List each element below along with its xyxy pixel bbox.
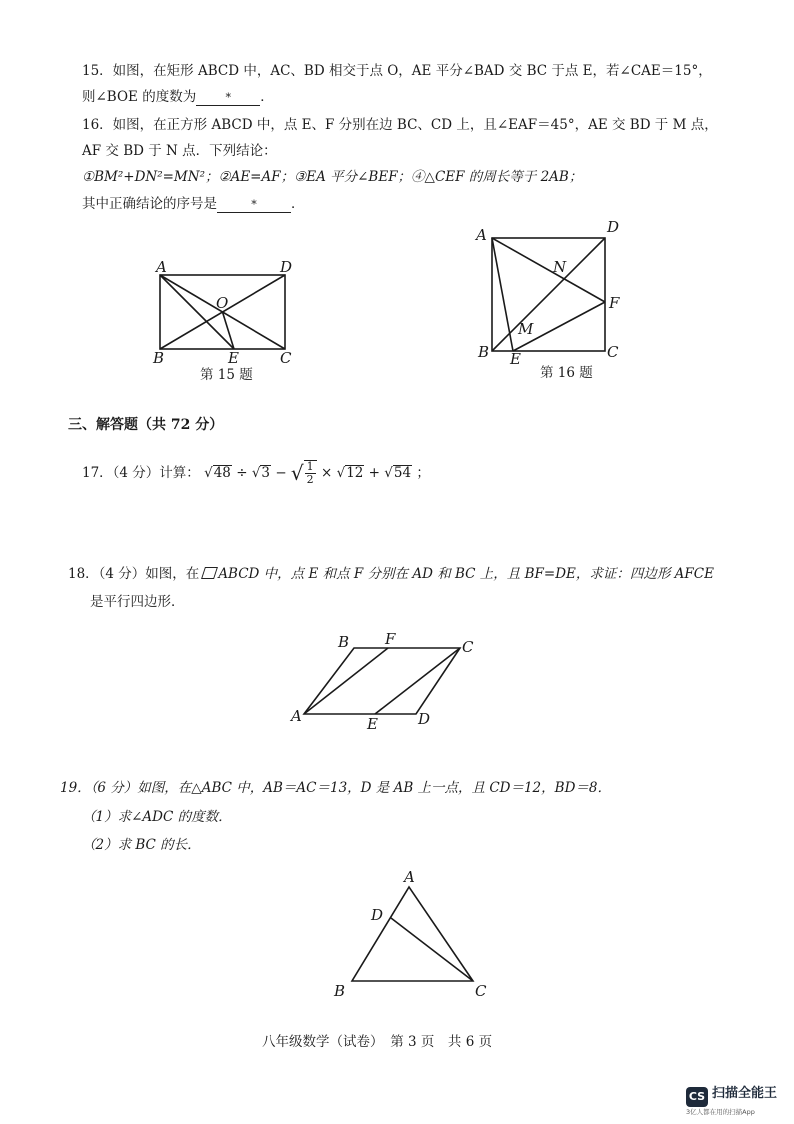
fig16-label-c: C: [607, 343, 619, 361]
camscanner-logo-icon: CS: [686, 1087, 708, 1107]
q17-radicand-3: 3: [261, 465, 271, 481]
figure-19: [325, 862, 500, 1007]
q18-body: ABCD 中，点 E 和点 F 分别在 AD 和 BC 上，且 BF=DE，求证：四边形 AFCE: [218, 566, 714, 582]
q16-line4-suffix: ．: [291, 196, 305, 212]
q15-line2-suffix: ．: [260, 89, 274, 105]
q17-radicand-12: 12: [346, 465, 364, 481]
q15-line1: 15．如图，在矩形 ABCD 中，AC、BD 相交于点 O，AE 平分∠BAD 交 BC 于点 E，若∠CAE＝15°，: [82, 63, 712, 79]
figure-18: [288, 628, 488, 738]
fig16-label-f: F: [609, 294, 620, 312]
fig16-label-m: M: [518, 320, 534, 338]
fig18-label-d: D: [418, 710, 431, 728]
camscanner-name: 扫描全能王: [712, 1086, 778, 1101]
q16-line2: AF 交 BD 于 N 点．下列结论：: [82, 143, 277, 159]
fig18-label-a: A: [291, 707, 302, 725]
fig16-diagonal-bd: [492, 238, 605, 351]
fig15-caption: 第 15 题: [200, 367, 253, 383]
q16-line4-prefix: 其中正确结论的序号是: [82, 196, 217, 212]
q15-answer-blank[interactable]: *: [196, 91, 260, 106]
fig18-parallelogram: [304, 648, 460, 714]
figure-15: [145, 255, 305, 370]
q17-prefix: 17．（4 分）计算：: [82, 465, 200, 481]
q17-minus-sign: −: [275, 465, 287, 481]
q15-line2-prefix: 则∠BOE 的度数为: [82, 89, 197, 105]
fig18-label-c: C: [462, 638, 474, 656]
fig18-segment-ec: [375, 648, 460, 714]
fig15-label-b: B: [153, 349, 165, 367]
q19-sub1: （1）求∠ADC 的度数．: [82, 809, 232, 825]
parallelogram-icon: [201, 567, 218, 579]
fig19-label-c: C: [475, 982, 487, 1000]
fig16-caption: 第 16 题: [540, 365, 593, 381]
q17-div-sign: ÷: [236, 465, 248, 481]
fig15-label-o: O: [216, 294, 229, 312]
q15-line2: [82, 88, 274, 106]
q17-radicand-54: 54: [393, 465, 412, 481]
fig15-label-c: C: [280, 349, 292, 367]
q17-sqrt-3: √3: [251, 465, 271, 481]
q16-line1: 16．如图，在正方形 ABCD 中，点 E、F 分别在边 BC、CD 上，且∠EAF＝45°，AE 交 BD 于 M 点，: [82, 117, 718, 133]
q19-line1: 19．（6 分）如图，在△ABC 中，AB＝AC＝13，D 是 AB 上一点，且 CD＝12，BD＝8．: [60, 780, 611, 796]
section-title: 三、解答题（共 72 分）: [68, 417, 224, 433]
q17-end: ；: [416, 465, 430, 481]
q18-line1: [68, 565, 714, 583]
q18-line2: 是平行四边形．: [90, 594, 185, 610]
fig18-label-b: B: [338, 633, 350, 651]
fig15-label-e: E: [228, 349, 239, 367]
q17-plus-sign: +: [368, 465, 380, 481]
q17-sqrt-54: √54: [384, 465, 412, 481]
fig16-label-d: D: [607, 218, 620, 236]
q16-answer-blank[interactable]: *: [217, 198, 291, 213]
figure-16: [470, 218, 630, 368]
fig15-label-d: D: [280, 258, 293, 276]
q16-line3: ①BM²+DN²=MN²；②AE=AF；③EA 平分∠BEF；④△CEF 的周长等于 2AB；: [82, 169, 583, 185]
q17-radicand-48: 48: [213, 465, 231, 481]
fig16-label-b: B: [478, 343, 490, 361]
fig15-label-a: A: [156, 258, 167, 276]
fig19-segment-cd: [391, 918, 473, 981]
fig16-segment-af: [492, 238, 605, 302]
q17-sqrt-48: √48: [204, 465, 231, 481]
fig18-label-f: F: [385, 630, 396, 648]
fig16-label-a: A: [476, 226, 487, 244]
fig16-segment-ae: [492, 238, 513, 351]
q18-prefix: 18．（4 分）如图，在: [68, 566, 200, 582]
page-footer: 八年级数学（试卷） 第 3 页 共 6 页: [262, 1034, 493, 1050]
q17-line: [82, 458, 430, 488]
fig19-label-b: B: [334, 982, 346, 1000]
fig18-label-e: E: [367, 715, 378, 733]
fig19-label-d: D: [371, 906, 384, 924]
q17-frac-den: 2: [306, 473, 314, 486]
fig19-label-a: A: [404, 868, 415, 886]
camscanner-subtitle: 3亿人都在用的扫描App: [686, 1108, 755, 1116]
q17-frac-num: 1: [306, 460, 314, 473]
q19-sub2: （2）求 BC 的长．: [82, 837, 201, 853]
q16-line4: [82, 195, 305, 213]
fig16-label-n: N: [553, 258, 567, 276]
scanner-watermark: [686, 1082, 777, 1116]
q17-sqrt-12: √12: [336, 465, 364, 481]
q17-sqrt-half: √ $\frac{1}{2}$: [291, 458, 317, 488]
fig16-label-e: E: [510, 350, 521, 368]
q17-times-sign: ×: [320, 465, 333, 481]
